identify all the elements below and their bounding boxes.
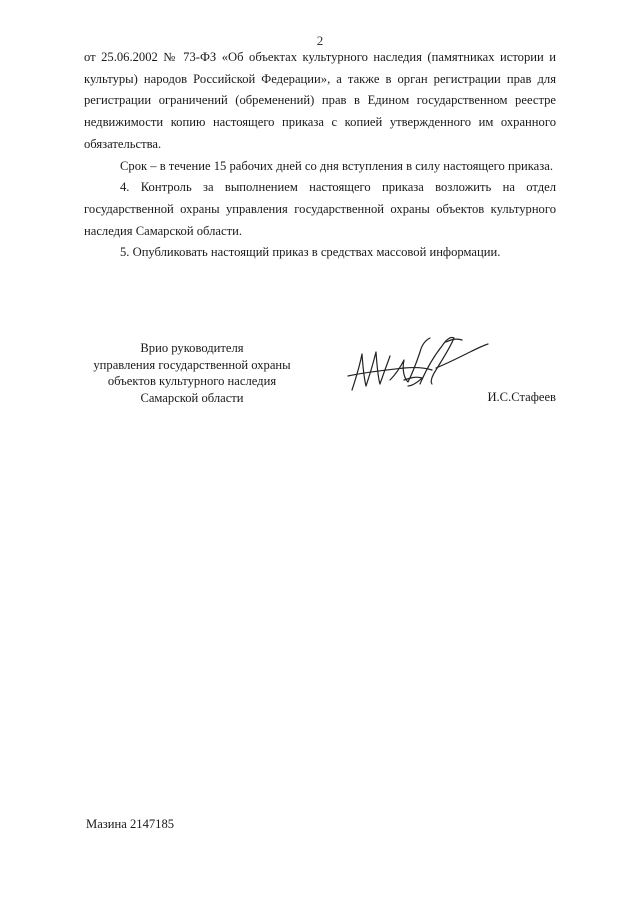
page-number: 2 — [316, 33, 324, 48]
position-line-4: Самарской области — [140, 390, 244, 405]
position-line-1: Врио руководителя — [140, 341, 244, 355]
order-body-text — [84, 47, 556, 264]
deadline-paragraph: Срок – в течение 15 рабочих дней со дня вступления в силу настоящего приказа. — [120, 158, 553, 173]
handwritten-signature — [346, 334, 496, 398]
executor-note: Мазина 2147185 — [86, 817, 175, 831]
paragraph-continuation: от 25.06.2002 № 73-ФЗ «Об объектах культурного наследия (памятниках истории и культуры) народов Российской Федерации», а также в орган регистрации прав для регистрации ограничений (обременений) прав в Едином государственном реестре недвижимости копию настоящего приказа с копией утвержденного им охранного обязательства. — [84, 50, 556, 151]
signer-name: И.С.Стафеев — [487, 390, 556, 404]
item-5-paragraph: 5. Опубликовать настоящий приказ в средствах массовой информации. — [120, 245, 501, 260]
item-4-paragraph: 4. Контроль за выполнением настоящего приказа возложить на отдел государственной охраны управления государственной охраны объектов культурного наследия Самарской области. — [84, 180, 556, 238]
signer-position-title — [84, 340, 300, 406]
position-line-3: объектов культурного наследия — [107, 374, 277, 389]
signature-block — [84, 340, 556, 420]
position-line-2: управления государственной охраны — [93, 357, 291, 372]
